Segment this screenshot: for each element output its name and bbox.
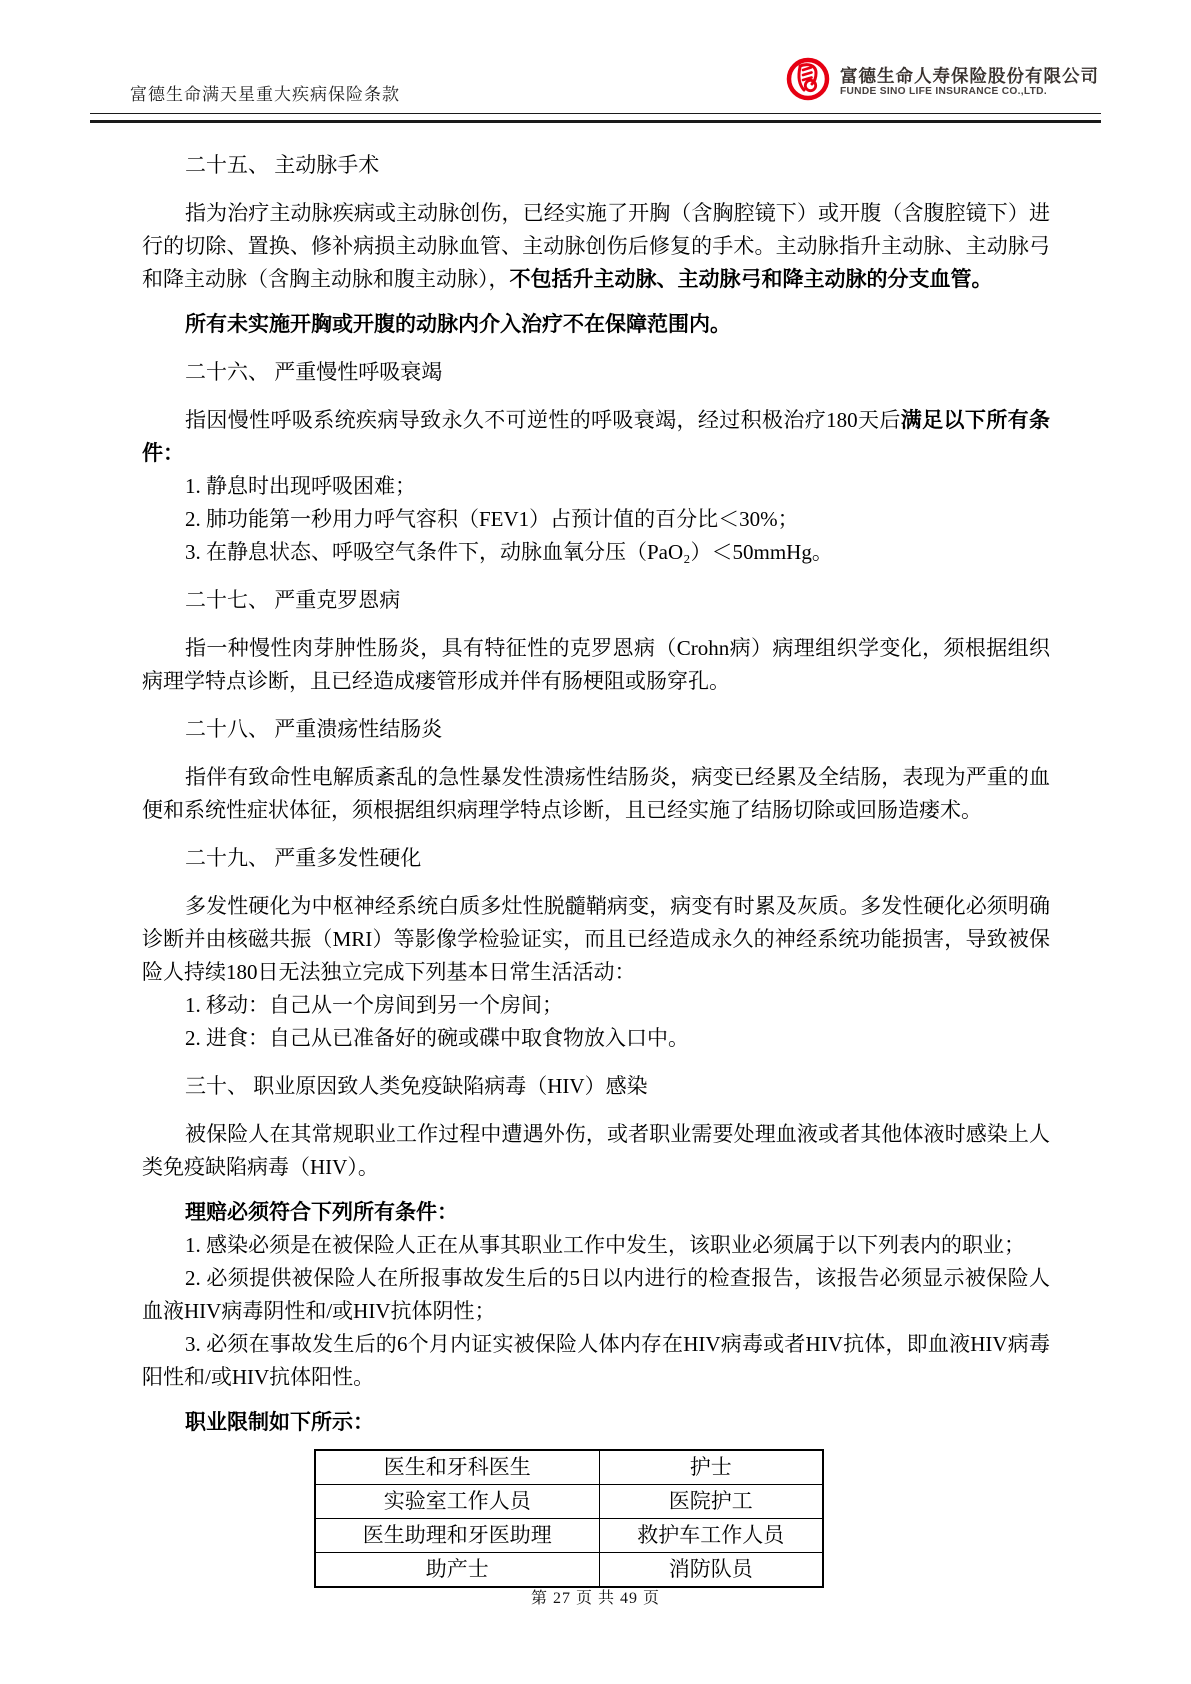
table-cell: 救护车工作人员 bbox=[599, 1519, 823, 1553]
claim-conditions-header: 理赔必须符合下列所有条件： bbox=[185, 1200, 458, 1224]
table-row bbox=[315, 1450, 823, 1485]
section-25-heading: 二十五、 主动脉手术 bbox=[185, 153, 380, 177]
section-29-heading: 二十九、 严重多发性硬化 bbox=[185, 846, 422, 870]
table-row bbox=[315, 1519, 823, 1553]
occupation-limit-header: 职业限制如下所示： bbox=[185, 1410, 374, 1434]
page-header bbox=[90, 0, 1101, 123]
table-cell: 助产士 bbox=[315, 1553, 599, 1588]
table-row bbox=[315, 1553, 823, 1588]
section-25-exclusion-note: 所有未实施开胸或开腹的动脉内介入治疗不在保障范围内。 bbox=[185, 312, 731, 336]
table-cell: 医院护工 bbox=[599, 1485, 823, 1519]
table-cell: 消防队员 bbox=[599, 1553, 823, 1588]
section-27-heading: 二十七、 严重克罗恩病 bbox=[185, 588, 401, 612]
table-cell: 医生和牙科医生 bbox=[315, 1450, 599, 1485]
company-name-en: FUNDE SINO LIFE INSURANCE CO.,LTD. bbox=[840, 85, 1047, 97]
company-logo-icon bbox=[785, 56, 831, 107]
list-item: 2. 肺功能第一秒用力呼气容积（FEV1）占预计值的百分比＜30%； bbox=[185, 507, 799, 531]
occupation-table bbox=[314, 1449, 824, 1588]
table-cell: 实验室工作人员 bbox=[315, 1485, 599, 1519]
section-29-paragraph: 多发性硬化为中枢神经系统白质多灶性脱髓鞘病变，病变有时累及灰质。多发性硬化必须明确诊断并由核磁共振（MRI）等影像学检验证实，而且已经造成永久的神经系统功能损害，导致被保险人持续180日无法独立完成下列基本日常生活活动： bbox=[142, 894, 1050, 984]
company-name-cn: 富德生命人寿保险股份有限公司 bbox=[840, 65, 1099, 86]
table-cell: 护士 bbox=[599, 1450, 823, 1485]
table-cell: 医生助理和牙医助理 bbox=[315, 1519, 599, 1553]
section-26-text: 指因慢性呼吸系统疾病导致永久不可逆性的呼吸衰竭，经过积极治疗180天后 bbox=[185, 408, 901, 432]
page-number-label: 第 27 页 共 49 页 bbox=[530, 1590, 660, 1607]
document-title: 富德生命满天星重大疾病保险条款 bbox=[130, 85, 400, 104]
list-item: 2. 进食：自己从已准备好的碗或碟中取食物放入口中。 bbox=[185, 1026, 689, 1050]
section-27-paragraph: 指一种慢性肉芽肿性肠炎，具有特征性的克罗恩病（Crohn病）病理组织学变化，须根据组织病理学特点诊断，且已经造成瘘管形成并伴有肠梗阻或肠穿孔。 bbox=[142, 636, 1050, 693]
header-rule bbox=[90, 120, 1101, 123]
list-item: 3. 必须在事故发生后的6个月内证实被保险人体内存在HIV病毒或者HIV抗体，即血液HIV病毒阳性和/或HIV抗体阳性。 bbox=[142, 1332, 1050, 1389]
list-item: 3. 在静息状态、呼吸空气条件下，动脉血氧分压（PaO₂）＜50mmHg。 bbox=[185, 540, 833, 564]
section-26-bold-text: 满足以下所有条件： bbox=[142, 408, 1051, 465]
section-30-paragraph: 被保险人在其常规职业工作过程中遭遇外伤，或者职业需要处理血液或者其他体液时感染上人类免疫缺陷病毒（HIV）。 bbox=[142, 1122, 1050, 1179]
list-item: 1. 移动：自己从一个房间到另一个房间； bbox=[185, 993, 563, 1017]
section-26-paragraph bbox=[142, 404, 1050, 470]
section-25-paragraph bbox=[142, 197, 1050, 296]
section-28-paragraph: 指伴有致命性电解质紊乱的急性暴发性溃疡性结肠炎，病变已经累及全结肠，表现为严重的血便和系统性症状体征，须根据组织病理学特点诊断，且已经实施了结肠切除或回肠造瘘术。 bbox=[142, 765, 1050, 822]
list-item: 2. 必须提供被保险人在所报事故发生后的5日以内进行的检查报告，该报告必须显示被保险人血液HIV病毒阴性和/或HIV抗体阴性； bbox=[142, 1266, 1050, 1323]
section-30-heading: 三十、 职业原因致人类免疫缺陷病毒（HIV）感染 bbox=[185, 1074, 648, 1098]
page-footer bbox=[0, 1585, 1191, 1608]
section-25-text: 指为治疗主动脉疾病或主动脉创伤，已经实施了开胸（含胸腔镜下）或开腹（含腹腔镜下）进行的切除、置换、修补病损主动脉血管、主动脉创伤后修复的手术。主动脉指升主动脉、主动脉弓和降主动脉（含胸主动脉和腹主动脉）， bbox=[142, 201, 1050, 291]
section-25-bold-text: 不包括升主动脉、主动脉弓和降主动脉的分支血管。 bbox=[509, 267, 993, 291]
document-body bbox=[142, 149, 1050, 1588]
table-row bbox=[315, 1485, 823, 1519]
list-item: 1. 感染必须是在被保险人正在从事其职业工作中发生，该职业必须属于以下列表内的职业； bbox=[185, 1233, 1025, 1257]
section-26-heading: 二十六、 严重慢性呼吸衰竭 bbox=[185, 360, 443, 384]
list-item: 1. 静息时出现呼吸困难； bbox=[185, 474, 416, 498]
section-28-heading: 二十八、 严重溃疡性结肠炎 bbox=[185, 717, 443, 741]
company-brand bbox=[785, 56, 1099, 107]
